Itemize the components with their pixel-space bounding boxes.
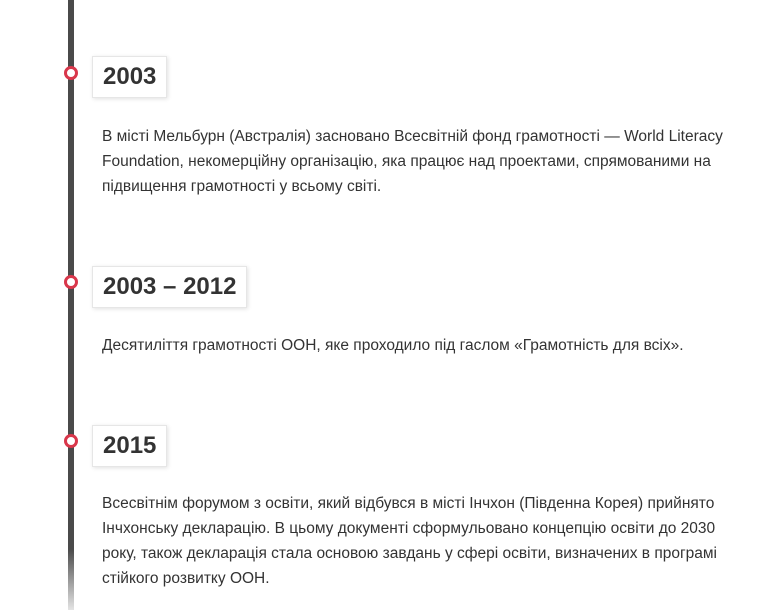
timeline-entry-text: Десятиліття грамотності ООН, яке проходило під гаслом «Грамотність для всіх». [102, 337, 684, 354]
timeline-year-label: 2015 [92, 425, 167, 467]
timeline-entry-text: В місті Мельбурн (Австралія) засновано Всесвітній фонд грамотності — World Literacy Foundation, некомерційну організацію, яка працює над проектами, спрямованими на підвищення грамотності у всьому світі. [102, 128, 723, 195]
timeline-marker-dot-icon [64, 66, 78, 80]
timeline-entry-text: Всесвітнім форумом з освіти, який відбувся в місті Інчхон (Південна Корея) прийнято Інчхонську декларацію. В цьому документі сформульовано концепцію освіти до 2030 року, також декларація стала основою завдань у сфері освіти, визначених в програмі стійкого розвитку ООН. [102, 495, 717, 587]
timeline-year-label: 2003 [92, 56, 167, 98]
timeline-line [68, 0, 74, 610]
timeline-marker-dot-icon [64, 275, 78, 289]
timeline-year-label: 2003 – 2012 [92, 266, 247, 308]
timeline-marker-dot-icon [64, 434, 78, 448]
